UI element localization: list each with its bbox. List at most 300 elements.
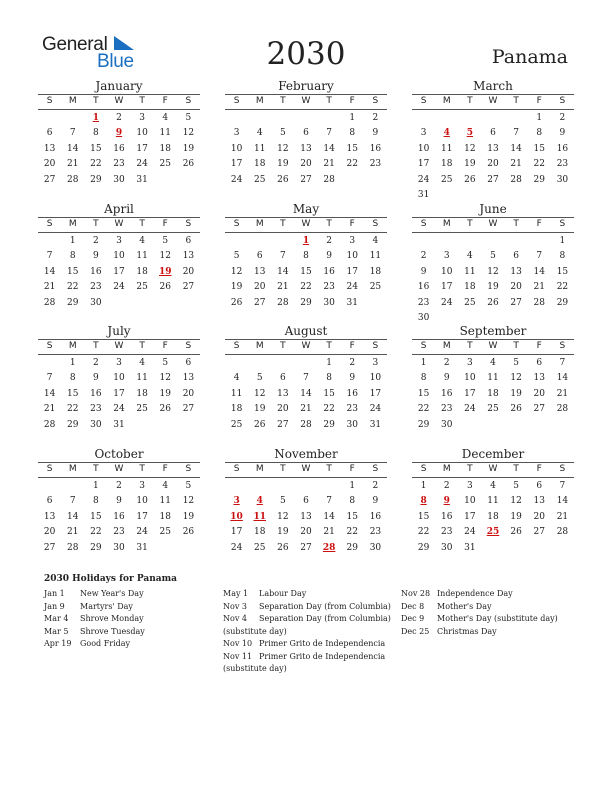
day-cell: 10 bbox=[464, 373, 476, 384]
empty-day-cell bbox=[248, 356, 271, 371]
day-cell: 8 bbox=[92, 128, 99, 139]
day-cell: 2 bbox=[372, 113, 379, 123]
day-grid bbox=[225, 356, 387, 433]
holiday-item bbox=[44, 601, 145, 614]
day-cell: 6 bbox=[256, 251, 263, 262]
day-cell: 9 bbox=[420, 266, 427, 277]
day-cell: 30 bbox=[90, 419, 102, 430]
day-cell: 17 bbox=[113, 266, 125, 277]
day-cell: 17 bbox=[230, 159, 243, 170]
day-cell: 25 bbox=[440, 174, 453, 185]
day-cell: 21 bbox=[556, 388, 569, 399]
day-cell: 29 bbox=[66, 419, 79, 430]
holiday-name: Good Friday bbox=[80, 639, 131, 648]
day-cell: 12 bbox=[182, 496, 195, 507]
day-cell: 10 bbox=[440, 266, 453, 277]
weekday-header bbox=[225, 462, 387, 478]
holiday-date: Nov 4 bbox=[223, 614, 247, 623]
day-cell: 18 bbox=[440, 159, 453, 170]
weekday-label: T bbox=[326, 96, 332, 106]
day-cell: 10 bbox=[417, 143, 430, 154]
day-cell: 29 bbox=[323, 419, 335, 430]
day-cell: 1 bbox=[92, 481, 99, 491]
day-cell: 12 bbox=[277, 143, 289, 154]
day-cell: 25 bbox=[253, 542, 266, 553]
day-cell: 16 bbox=[346, 388, 358, 399]
day-cell: 21 bbox=[66, 159, 79, 170]
day-cell: 1 bbox=[559, 236, 566, 246]
holiday-item bbox=[44, 626, 145, 639]
day-cell: 15 bbox=[346, 143, 358, 154]
day-cell: 22 bbox=[66, 404, 79, 415]
weekday-label: S bbox=[233, 96, 240, 106]
day-cell: 11 bbox=[253, 143, 266, 154]
empty-day-cell bbox=[435, 111, 458, 126]
month-november bbox=[225, 447, 387, 556]
empty-day-cell bbox=[271, 479, 294, 494]
weekday-label: T bbox=[513, 341, 519, 351]
holiday-day: 19 bbox=[159, 266, 172, 277]
day-cell: 26 bbox=[510, 404, 522, 415]
holiday-date: Nov 10 bbox=[223, 639, 253, 648]
day-cell: 27 bbox=[182, 282, 195, 293]
day-grid bbox=[412, 234, 574, 326]
day-cell: 19 bbox=[159, 388, 171, 399]
day-cell: 16 bbox=[417, 282, 430, 293]
weekday-label: S bbox=[372, 464, 379, 474]
empty-day-cell bbox=[248, 111, 271, 126]
day-cell: 22 bbox=[66, 282, 79, 293]
day-cell: 14 bbox=[510, 143, 522, 154]
day-cell: 6 bbox=[513, 251, 519, 262]
day-cell: 28 bbox=[533, 297, 545, 308]
month-name: August bbox=[284, 324, 328, 338]
month-name: September bbox=[459, 324, 527, 338]
weekday-header bbox=[38, 94, 200, 110]
day-cell: 28 bbox=[323, 174, 335, 185]
day-cell: 30 bbox=[556, 174, 569, 185]
day-cell: 22 bbox=[533, 159, 545, 170]
day-cell: 22 bbox=[556, 282, 569, 293]
weekday-label: T bbox=[467, 464, 473, 474]
day-cell: 17 bbox=[440, 282, 453, 293]
day-cell: 20 bbox=[182, 266, 195, 277]
day-cell: 2 bbox=[443, 358, 450, 368]
month-name: October bbox=[94, 447, 144, 461]
day-cell: 31 bbox=[136, 174, 148, 185]
day-cell: 19 bbox=[487, 282, 499, 293]
weekday-header bbox=[38, 339, 200, 355]
holiday-day: 8 bbox=[420, 496, 427, 507]
weekday-label: S bbox=[372, 341, 379, 351]
day-cell: 8 bbox=[559, 251, 566, 262]
day-cell: 26 bbox=[182, 527, 195, 538]
weekday-label: F bbox=[162, 96, 168, 106]
weekday-label: S bbox=[559, 219, 566, 229]
day-cell: 4 bbox=[256, 128, 263, 139]
weekday-label: S bbox=[372, 96, 379, 106]
empty-day-cell bbox=[248, 234, 271, 249]
weekday-label: S bbox=[559, 96, 566, 106]
holiday-name: Independence Day bbox=[437, 589, 513, 598]
day-cell: 2 bbox=[443, 481, 450, 491]
day-cell: 26 bbox=[253, 419, 266, 430]
day-cell: 5 bbox=[490, 251, 496, 262]
day-cell: 15 bbox=[417, 511, 430, 522]
day-cell: 20 bbox=[182, 388, 195, 399]
day-cell: 2 bbox=[326, 236, 332, 246]
weekday-label: S bbox=[185, 341, 192, 351]
day-cell: 7 bbox=[559, 481, 566, 491]
weekday-label: T bbox=[467, 96, 473, 106]
day-cell: 2 bbox=[372, 481, 379, 491]
holiday-date: Jan 9 bbox=[44, 601, 65, 611]
weekday-header bbox=[412, 339, 574, 355]
day-cell: 16 bbox=[113, 143, 125, 154]
day-cell: 5 bbox=[513, 358, 519, 368]
day-cell: 11 bbox=[487, 373, 499, 384]
day-cell: 23 bbox=[323, 282, 335, 293]
day-cell: 9 bbox=[372, 128, 379, 139]
day-cell: 17 bbox=[346, 266, 358, 277]
day-cell: 17 bbox=[136, 143, 148, 154]
weekday-label: S bbox=[420, 464, 427, 474]
holiday-date: Apr 19 bbox=[44, 639, 72, 648]
day-cell: 19 bbox=[510, 388, 522, 399]
day-cell: 30 bbox=[113, 542, 125, 553]
weekday-header bbox=[225, 94, 387, 110]
day-cell: 18 bbox=[253, 159, 266, 170]
day-cell: 9 bbox=[443, 373, 450, 384]
day-cell: 18 bbox=[230, 404, 243, 415]
day-cell: 31 bbox=[417, 189, 430, 200]
day-cell: 1 bbox=[420, 358, 427, 368]
empty-day-cell bbox=[225, 479, 248, 494]
day-cell: 21 bbox=[510, 159, 522, 170]
day-cell: 28 bbox=[556, 404, 569, 415]
month-february bbox=[225, 79, 387, 188]
month-september bbox=[412, 324, 574, 433]
empty-day-cell bbox=[248, 479, 271, 494]
day-cell: 5 bbox=[162, 236, 169, 246]
day-cell: 24 bbox=[464, 527, 476, 538]
day-cell: 26 bbox=[464, 174, 476, 185]
month-october bbox=[38, 447, 200, 556]
day-cell: 24 bbox=[136, 527, 148, 538]
day-cell: 16 bbox=[90, 388, 102, 399]
day-cell: 16 bbox=[440, 388, 453, 399]
day-cell: 28 bbox=[43, 419, 56, 430]
day-cell: 12 bbox=[182, 128, 195, 139]
day-cell: 25 bbox=[487, 404, 499, 415]
day-cell: 27 bbox=[277, 419, 289, 430]
holiday-item bbox=[401, 588, 558, 601]
day-cell: 7 bbox=[46, 251, 53, 262]
day-cell: 22 bbox=[323, 404, 335, 415]
day-cell: 4 bbox=[490, 358, 496, 368]
day-cell: 22 bbox=[346, 527, 358, 538]
weekday-label: W bbox=[301, 464, 311, 474]
empty-day-cell bbox=[38, 234, 61, 249]
weekday-label: M bbox=[442, 341, 451, 351]
day-cell: 9 bbox=[92, 251, 99, 262]
weekday-label: T bbox=[93, 464, 99, 474]
day-cell: 19 bbox=[464, 159, 476, 170]
day-cell: 3 bbox=[233, 128, 240, 139]
day-cell: 12 bbox=[487, 266, 499, 277]
day-cell: 9 bbox=[349, 373, 356, 384]
empty-day-cell bbox=[505, 234, 528, 249]
month-june bbox=[412, 202, 574, 326]
empty-day-cell bbox=[318, 479, 341, 494]
day-cell: 23 bbox=[440, 527, 453, 538]
day-cell: 25 bbox=[159, 159, 171, 170]
day-cell: 1 bbox=[536, 113, 543, 123]
day-cell: 11 bbox=[440, 143, 453, 154]
weekday-label: F bbox=[349, 341, 355, 351]
empty-day-cell bbox=[294, 356, 317, 371]
day-cell: 9 bbox=[92, 373, 99, 384]
day-cell: 10 bbox=[113, 373, 125, 384]
logo-word-blue: Blue bbox=[97, 51, 134, 72]
weekday-label: M bbox=[442, 219, 451, 229]
empty-day-cell bbox=[318, 111, 341, 126]
day-cell: 28 bbox=[510, 174, 522, 185]
day-cell: 22 bbox=[300, 282, 312, 293]
day-cell: 19 bbox=[277, 159, 289, 170]
day-cell: 29 bbox=[346, 542, 358, 553]
holiday-name: Christmas Day bbox=[437, 626, 497, 636]
weekday-label: T bbox=[326, 341, 332, 351]
day-cell: 13 bbox=[253, 266, 266, 277]
day-cell: 30 bbox=[369, 542, 382, 553]
day-cell: 26 bbox=[182, 159, 195, 170]
holidays-title: 2030 Holidays for Panama bbox=[44, 574, 177, 584]
weekday-header bbox=[412, 217, 574, 233]
day-cell: 8 bbox=[349, 128, 356, 139]
day-cell: 29 bbox=[533, 174, 545, 185]
month-name: May bbox=[292, 202, 320, 216]
day-cell: 15 bbox=[533, 143, 545, 154]
weekday-label: W bbox=[114, 219, 124, 229]
holiday-date: Mar 5 bbox=[44, 626, 69, 636]
day-cell: 6 bbox=[490, 128, 496, 139]
weekday-header bbox=[38, 217, 200, 233]
day-cell: 18 bbox=[136, 388, 148, 399]
holiday-name: Shrove Monday bbox=[80, 614, 144, 623]
day-cell: 7 bbox=[559, 358, 566, 368]
weekday-label: W bbox=[114, 341, 124, 351]
holiday-name: Mother's Day (substitute day) bbox=[437, 614, 558, 623]
day-cell: 15 bbox=[346, 511, 358, 522]
holiday-column bbox=[401, 588, 558, 638]
day-cell: 10 bbox=[136, 496, 148, 507]
holiday-day: 25 bbox=[486, 527, 500, 538]
weekday-label: M bbox=[68, 341, 77, 351]
holiday-day: 3 bbox=[233, 496, 240, 507]
weekday-label: T bbox=[139, 341, 145, 351]
day-cell: 27 bbox=[43, 542, 56, 553]
day-cell: 6 bbox=[46, 496, 53, 507]
day-cell: 18 bbox=[253, 527, 266, 538]
weekday-label: S bbox=[185, 219, 192, 229]
day-cell: 25 bbox=[159, 527, 171, 538]
weekday-label: F bbox=[536, 96, 542, 106]
day-cell: 4 bbox=[372, 236, 379, 246]
day-cell: 20 bbox=[510, 282, 522, 293]
day-cell: 20 bbox=[487, 159, 499, 170]
weekday-label: W bbox=[488, 96, 498, 106]
day-cell: 3 bbox=[443, 251, 450, 262]
day-cell: 27 bbox=[43, 174, 56, 185]
weekday-label: F bbox=[536, 464, 542, 474]
empty-day-cell bbox=[505, 111, 528, 126]
weekday-label: T bbox=[93, 219, 99, 229]
weekday-label: M bbox=[68, 96, 77, 106]
month-name: March bbox=[473, 79, 513, 93]
holiday-day: 10 bbox=[230, 511, 243, 522]
day-cell: 31 bbox=[346, 297, 358, 308]
holiday-item bbox=[223, 651, 391, 664]
day-cell: 16 bbox=[369, 511, 382, 522]
day-cell: 29 bbox=[556, 297, 569, 308]
day-cell: 2 bbox=[92, 358, 99, 368]
day-cell: 20 bbox=[43, 527, 56, 538]
day-cell: 21 bbox=[323, 159, 335, 170]
weekday-label: S bbox=[420, 96, 427, 106]
day-cell: 14 bbox=[300, 388, 312, 399]
day-cell: 4 bbox=[139, 358, 145, 368]
weekday-label: W bbox=[488, 341, 498, 351]
day-cell: 24 bbox=[464, 404, 476, 415]
holiday-date: Dec 25 bbox=[401, 626, 430, 636]
day-cell: 10 bbox=[230, 143, 243, 154]
month-may bbox=[225, 202, 387, 311]
day-cell: 16 bbox=[90, 266, 102, 277]
weekday-label: W bbox=[114, 464, 124, 474]
holiday-item bbox=[401, 601, 558, 614]
day-cell: 5 bbox=[256, 373, 263, 384]
day-cell: 13 bbox=[182, 373, 195, 384]
day-cell: 16 bbox=[369, 143, 382, 154]
holiday-name: (substitute day) bbox=[223, 664, 287, 673]
day-cell: 24 bbox=[113, 404, 125, 415]
day-grid bbox=[412, 479, 574, 556]
day-cell: 12 bbox=[230, 266, 243, 277]
day-cell: 18 bbox=[464, 282, 476, 293]
day-cell: 7 bbox=[46, 373, 53, 384]
empty-day-cell bbox=[38, 479, 61, 494]
country-name: Panama bbox=[491, 46, 568, 68]
day-cell: 15 bbox=[417, 388, 430, 399]
day-cell: 25 bbox=[136, 404, 148, 415]
month-august bbox=[225, 324, 387, 433]
empty-day-cell bbox=[481, 234, 504, 249]
day-cell: 13 bbox=[487, 143, 499, 154]
day-cell: 17 bbox=[464, 511, 476, 522]
weekday-label: F bbox=[349, 219, 355, 229]
day-cell: 14 bbox=[533, 266, 545, 277]
day-cell: 11 bbox=[369, 251, 382, 262]
holiday-name: Mother's Day bbox=[437, 601, 492, 611]
day-grid bbox=[412, 111, 574, 203]
day-cell: 23 bbox=[556, 159, 569, 170]
day-cell: 19 bbox=[182, 511, 195, 522]
day-cell: 27 bbox=[182, 404, 195, 415]
day-cell: 18 bbox=[487, 511, 499, 522]
day-cell: 2 bbox=[349, 358, 356, 368]
day-cell: 2 bbox=[420, 251, 427, 262]
holiday-name: Primer Grito de Independencia bbox=[259, 639, 386, 648]
day-cell: 10 bbox=[113, 251, 125, 262]
day-cell: 23 bbox=[440, 404, 453, 415]
day-cell: 27 bbox=[487, 174, 499, 185]
day-cell: 30 bbox=[113, 174, 125, 185]
day-cell: 23 bbox=[417, 297, 430, 308]
weekday-label: W bbox=[488, 219, 498, 229]
holiday-day: 1 bbox=[302, 236, 310, 246]
day-cell: 20 bbox=[300, 159, 312, 170]
day-cell: 13 bbox=[533, 373, 545, 384]
day-cell: 19 bbox=[277, 527, 289, 538]
holiday-day: 5 bbox=[466, 128, 473, 139]
day-cell: 18 bbox=[159, 511, 171, 522]
day-cell: 10 bbox=[136, 128, 148, 139]
day-cell: 21 bbox=[556, 511, 569, 522]
month-name: February bbox=[278, 79, 334, 93]
day-cell: 12 bbox=[253, 388, 266, 399]
day-cell: 3 bbox=[349, 236, 356, 246]
holiday-item bbox=[223, 638, 391, 651]
day-cell: 29 bbox=[417, 419, 430, 430]
day-cell: 22 bbox=[346, 159, 358, 170]
day-cell: 21 bbox=[533, 282, 545, 293]
day-cell: 5 bbox=[279, 496, 286, 507]
day-cell: 26 bbox=[159, 282, 171, 293]
day-cell: 19 bbox=[510, 511, 522, 522]
day-cell: 12 bbox=[510, 373, 522, 384]
day-cell: 18 bbox=[136, 266, 148, 277]
day-cell: 14 bbox=[323, 143, 335, 154]
day-cell: 13 bbox=[277, 388, 289, 399]
weekday-label: S bbox=[559, 464, 566, 474]
weekday-label: S bbox=[185, 96, 192, 106]
holiday-column bbox=[44, 588, 145, 651]
day-cell: 16 bbox=[556, 143, 569, 154]
day-cell: 19 bbox=[182, 143, 195, 154]
day-cell: 21 bbox=[277, 282, 289, 293]
holiday-item bbox=[223, 626, 391, 639]
day-cell: 9 bbox=[559, 128, 566, 139]
weekday-label: T bbox=[139, 219, 145, 229]
day-cell: 20 bbox=[43, 159, 56, 170]
empty-day-cell bbox=[435, 234, 458, 249]
empty-day-cell bbox=[458, 111, 481, 126]
weekday-label: T bbox=[513, 219, 519, 229]
day-grid bbox=[225, 111, 387, 188]
empty-day-cell bbox=[528, 234, 551, 249]
weekday-label: S bbox=[46, 96, 53, 106]
day-cell: 24 bbox=[230, 542, 243, 553]
day-cell: 15 bbox=[90, 143, 102, 154]
day-cell: 4 bbox=[162, 481, 169, 491]
day-cell: 3 bbox=[420, 128, 427, 139]
weekday-label: W bbox=[301, 219, 311, 229]
day-cell: 29 bbox=[66, 297, 79, 308]
day-cell: 14 bbox=[556, 373, 569, 384]
month-march bbox=[412, 79, 574, 203]
day-cell: 25 bbox=[369, 282, 382, 293]
